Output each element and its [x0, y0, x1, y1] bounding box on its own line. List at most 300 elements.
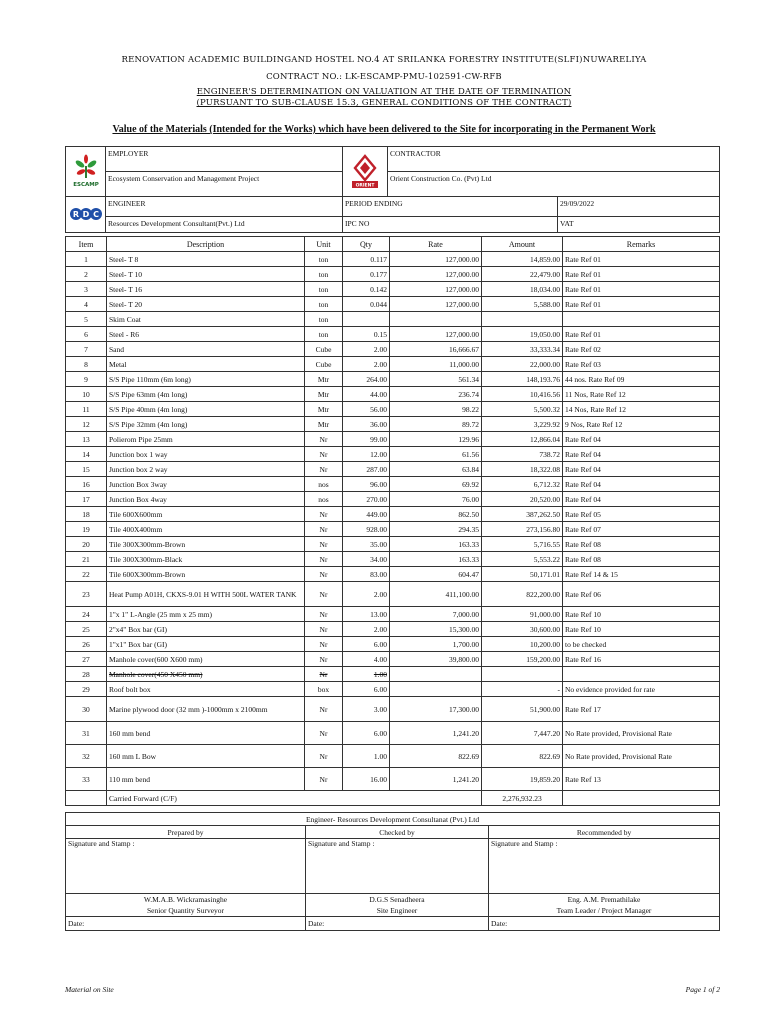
item-unit: Nr	[305, 522, 343, 537]
item-qty: 36.00	[343, 417, 390, 432]
item-rate: 822.69	[390, 745, 482, 768]
item-number: 11	[66, 402, 107, 417]
item-unit: Mtr	[305, 372, 343, 387]
item-amount: 10,200.00	[482, 637, 563, 652]
svg-text:ESCAMP: ESCAMP	[72, 181, 99, 188]
col-item: Item	[66, 237, 107, 252]
item-description: Roof bolt box	[107, 682, 305, 697]
item-description: S/S Pipe 32mm (4m long)	[107, 417, 305, 432]
determination-title: ENGINEER'S DETERMINATION ON VALUATION AT THE DATE OF TERMINATION	[196, 87, 572, 97]
item-rate: 236.74	[390, 387, 482, 402]
item-amount: 18,322.08	[482, 462, 563, 477]
project-title: RENOVATION ACADEMIC BUILDINGAND HOSTEL NO.4 AT SRILANKA FORESTRY INSTITUTE(SLFI)NUWARELIYA	[121, 55, 647, 65]
item-remarks: Rate Ref 02	[563, 342, 720, 357]
col-unit: Unit	[305, 237, 343, 252]
item-description: Marine plywood door (32 mm )-1000mm x 2100mm	[107, 697, 305, 722]
item-number: 12	[66, 417, 107, 432]
item-rate: 69.92	[390, 477, 482, 492]
item-description: 160 mm L Bow	[107, 745, 305, 768]
escamp-logo	[66, 147, 106, 197]
orient-logo	[343, 147, 388, 197]
prepared-date-field[interactable]: Date:	[66, 917, 306, 931]
carried-forward-label: Carried Forward (C/F)	[107, 791, 482, 806]
item-amount: 19,859.20	[482, 768, 563, 791]
table-header-row	[66, 237, 720, 252]
table-row	[66, 722, 720, 745]
svg-text:D: D	[82, 209, 89, 219]
item-rate: 89.72	[390, 417, 482, 432]
item-number: 15	[66, 462, 107, 477]
item-amount: 387,262.50	[482, 507, 563, 522]
table-row	[66, 387, 720, 402]
item-rate: 15,300.00	[390, 622, 482, 637]
table-row	[66, 267, 720, 282]
item-number: 20	[66, 537, 107, 552]
table-row	[66, 582, 720, 607]
item-qty	[343, 312, 390, 327]
checked-date-field[interactable]: Date:	[306, 917, 489, 931]
item-rate: 163.33	[390, 552, 482, 567]
item-rate: 294.35	[390, 522, 482, 537]
item-amount: 5,716.55	[482, 537, 563, 552]
item-description: Tile 600X300mm-Brown	[107, 567, 305, 582]
col-rate: Rate	[390, 237, 482, 252]
item-unit: Nr	[305, 567, 343, 582]
item-qty: 264.00	[343, 372, 390, 387]
item-remarks: Rate Ref 04	[563, 432, 720, 447]
item-qty: 0.117	[343, 252, 390, 267]
table-row	[66, 327, 720, 342]
table-row	[66, 697, 720, 722]
item-description: Steel- T 10	[107, 267, 305, 282]
item-amount: 12,866.04	[482, 432, 563, 447]
item-description: Manhole cover(450 X450 mm)	[107, 667, 305, 682]
item-description: Manhole cover(600 X600 mm)	[107, 652, 305, 667]
item-amount: 822,200.00	[482, 582, 563, 607]
item-description: Sand	[107, 342, 305, 357]
item-rate: 127,000.00	[390, 327, 482, 342]
item-qty: 99.00	[343, 432, 390, 447]
item-unit: nos	[305, 477, 343, 492]
clause-reference: (PURSUANT TO SUB-CLAUSE 15.3, GENERAL CONDITIONS OF THE CONTRACT)	[196, 98, 572, 108]
item-amount: 7,447.20	[482, 722, 563, 745]
item-qty: 0.177	[343, 267, 390, 282]
recommended-name: Eng. A.M. Premathilake	[489, 894, 720, 906]
item-qty: 34.00	[343, 552, 390, 567]
table-row	[66, 622, 720, 637]
table-row	[66, 507, 720, 522]
item-number: 29	[66, 682, 107, 697]
item-remarks: Rate Ref 01	[563, 267, 720, 282]
item-description: Skim Coat	[107, 312, 305, 327]
item-qty: 44.00	[343, 387, 390, 402]
item-unit: Mtr	[305, 387, 343, 402]
item-amount: 5,500.32	[482, 402, 563, 417]
svg-text:ORIENT: ORIENT	[355, 183, 375, 188]
item-amount: 50,171.01	[482, 567, 563, 582]
col-qty: Qty	[343, 237, 390, 252]
item-rate: 604.47	[390, 567, 482, 582]
item-description: Metal	[107, 357, 305, 372]
item-qty: 0.044	[343, 297, 390, 312]
engineer-name: Resources Development Consultant(Pvt.) Ltd	[106, 217, 343, 233]
item-description: S/S Pipe 110mm (6m long)	[107, 372, 305, 387]
engineer-org: Engineer- Resources Development Consultanat (Pvt.) Ltd	[66, 813, 720, 826]
item-number: 4	[66, 297, 107, 312]
item-amount: 91,000.00	[482, 607, 563, 622]
item-number: 14	[66, 447, 107, 462]
table-row	[66, 637, 720, 652]
item-remarks: Rate Ref 16	[563, 652, 720, 667]
col-description: Description	[107, 237, 305, 252]
item-unit: Nr	[305, 507, 343, 522]
item-remarks: 44 nos. Rate Ref 09	[563, 372, 720, 387]
item-description: Tile 300X300mm-Brown	[107, 537, 305, 552]
checked-name: D.G.S Senadheera	[306, 894, 489, 906]
item-qty: 0.15	[343, 327, 390, 342]
item-qty: 35.00	[343, 537, 390, 552]
item-description: 110 mm bend	[107, 768, 305, 791]
item-amount: 159,200.00	[482, 652, 563, 667]
item-unit: Nr	[305, 432, 343, 447]
item-remarks: Rate Ref 03	[563, 357, 720, 372]
item-unit: Nr	[305, 637, 343, 652]
item-rate: 127,000.00	[390, 267, 482, 282]
table-row	[66, 652, 720, 667]
item-number: 13	[66, 432, 107, 447]
item-remarks: Rate Ref 13	[563, 768, 720, 791]
item-amount: 10,416.56	[482, 387, 563, 402]
item-unit: Nr	[305, 652, 343, 667]
item-unit: Nr	[305, 667, 343, 682]
item-rate: 1,700.00	[390, 637, 482, 652]
item-rate: 127,000.00	[390, 252, 482, 267]
item-number: 28	[66, 667, 107, 682]
item-description: Steel- T 16	[107, 282, 305, 297]
item-unit: Nr	[305, 607, 343, 622]
item-description: S/S Pipe 63mm (4m long)	[107, 387, 305, 402]
item-rate: 129.96	[390, 432, 482, 447]
item-remarks: Rate Ref 10	[563, 622, 720, 637]
item-qty: 16.00	[343, 768, 390, 791]
table-row	[66, 417, 720, 432]
item-unit: Nr	[305, 582, 343, 607]
item-number: 21	[66, 552, 107, 567]
table-row	[66, 447, 720, 462]
item-rate: 11,000.00	[390, 357, 482, 372]
item-description: Junction Box 3way	[107, 477, 305, 492]
item-rate	[390, 667, 482, 682]
party-table	[65, 146, 720, 233]
table-row	[66, 477, 720, 492]
item-number: 26	[66, 637, 107, 652]
table-row	[66, 522, 720, 537]
contractor-name: Orient Construction Co. (Pvt) Ltd	[388, 172, 720, 197]
item-qty: 287.00	[343, 462, 390, 477]
table-row	[66, 402, 720, 417]
item-unit: ton	[305, 282, 343, 297]
prepared-signature-field[interactable]: Signature and Stamp :	[66, 839, 306, 894]
table-row	[66, 567, 720, 582]
signature-table	[65, 812, 720, 931]
item-qty: 3.00	[343, 697, 390, 722]
item-qty: 6.00	[343, 682, 390, 697]
svg-text:R: R	[72, 209, 79, 219]
item-rate: 16,666.67	[390, 342, 482, 357]
item-unit: nos	[305, 492, 343, 507]
item-rate	[390, 312, 482, 327]
item-unit: ton	[305, 252, 343, 267]
item-rate: 561.34	[390, 372, 482, 387]
table-row	[66, 372, 720, 387]
item-qty: 56.00	[343, 402, 390, 417]
item-rate: 63.84	[390, 462, 482, 477]
item-rate: 39,800.00	[390, 652, 482, 667]
item-remarks: 9 Nos, Rate Ref 12	[563, 417, 720, 432]
item-amount	[482, 667, 563, 682]
vat-label: VAT	[558, 217, 720, 233]
item-rate: 17,300.00	[390, 697, 482, 722]
item-description: Tile 300X300mm-Black	[107, 552, 305, 567]
materials-table	[65, 236, 720, 806]
contractor-label: CONTRACTOR	[388, 147, 720, 172]
item-remarks: Rate Ref 01	[563, 327, 720, 342]
item-amount: -	[482, 682, 563, 697]
item-number: 18	[66, 507, 107, 522]
item-remarks: 11 Nos, Rate Ref 12	[563, 387, 720, 402]
item-number: 17	[66, 492, 107, 507]
table-row	[66, 492, 720, 507]
item-description: Steel - R6	[107, 327, 305, 342]
item-unit: Nr	[305, 447, 343, 462]
item-amount: 19,050.00	[482, 327, 563, 342]
item-qty: 0.142	[343, 282, 390, 297]
item-unit: ton	[305, 327, 343, 342]
item-rate: 7,000.00	[390, 607, 482, 622]
item-remarks: Rate Ref 04	[563, 462, 720, 477]
table-row	[66, 552, 720, 567]
item-remarks: Rate Ref 01	[563, 282, 720, 297]
item-number: 16	[66, 477, 107, 492]
item-number: 23	[66, 582, 107, 607]
item-remarks: Rate Ref 07	[563, 522, 720, 537]
item-amount	[482, 312, 563, 327]
checked-by-label: Checked by	[306, 826, 489, 839]
item-description: Tile 600X600mm	[107, 507, 305, 522]
item-number: 10	[66, 387, 107, 402]
item-qty: 96.00	[343, 477, 390, 492]
item-unit: Nr	[305, 697, 343, 722]
item-number: 30	[66, 697, 107, 722]
item-qty: 4.00	[343, 652, 390, 667]
item-rate: 127,000.00	[390, 282, 482, 297]
item-amount: 33,333.34	[482, 342, 563, 357]
item-description: 2"x4" Box bar (GI)	[107, 622, 305, 637]
item-number: 19	[66, 522, 107, 537]
svg-text:C: C	[92, 209, 99, 219]
item-description: 160 mm bend	[107, 722, 305, 745]
item-amount: 20,520.00	[482, 492, 563, 507]
item-qty: 2.00	[343, 582, 390, 607]
item-number: 24	[66, 607, 107, 622]
item-qty: 12.00	[343, 447, 390, 462]
item-description: 1"x 1" L-Angle (25 mm x 25 mm)	[107, 607, 305, 622]
item-unit: Cube	[305, 342, 343, 357]
item-unit: Nr	[305, 745, 343, 768]
table-row	[66, 682, 720, 697]
item-description: Junction box 1 way	[107, 447, 305, 462]
item-amount: 5,553.22	[482, 552, 563, 567]
item-qty: 1.00	[343, 667, 390, 682]
item-description: Junction Box 4way	[107, 492, 305, 507]
item-description: Junction box 2 way	[107, 462, 305, 477]
item-remarks: Rate Ref 04	[563, 447, 720, 462]
item-remarks: Rate Ref 04	[563, 492, 720, 507]
item-amount: 273,156.80	[482, 522, 563, 537]
item-amount: 3,229.92	[482, 417, 563, 432]
item-remarks: Rate Ref 06	[563, 582, 720, 607]
item-amount: 30,600.00	[482, 622, 563, 637]
checked-signature-field[interactable]: Signature and Stamp :	[306, 839, 489, 894]
table-row	[66, 357, 720, 372]
table-row	[66, 768, 720, 791]
item-description: S/S Pipe 40mm (4m long)	[107, 402, 305, 417]
item-unit: box	[305, 682, 343, 697]
item-amount: 22,479.00	[482, 267, 563, 282]
item-unit: ton	[305, 312, 343, 327]
item-number: 27	[66, 652, 107, 667]
recommended-signature-field[interactable]: Signature and Stamp :	[489, 839, 720, 894]
item-number: 5	[66, 312, 107, 327]
item-number: 22	[66, 567, 107, 582]
item-rate: 411,100.00	[390, 582, 482, 607]
period-label: PERIOD ENDING	[343, 197, 558, 217]
item-number: 33	[66, 768, 107, 791]
item-qty: 1.00	[343, 745, 390, 768]
col-remarks: Remarks	[563, 237, 720, 252]
contract-number: CONTRACT NO.: LK-ESCAMP-PMU-102591-CW-RFB	[266, 72, 502, 82]
table-row	[66, 342, 720, 357]
item-rate: 163.33	[390, 537, 482, 552]
item-unit: Nr	[305, 722, 343, 745]
carried-forward-row	[66, 791, 720, 806]
item-qty: 6.00	[343, 722, 390, 745]
item-qty: 13.00	[343, 607, 390, 622]
period-value: 29/09/2022	[558, 197, 720, 217]
carried-forward-amount: 2,276,932.23	[482, 791, 563, 806]
item-qty: 2.00	[343, 622, 390, 637]
item-remarks: Rate Ref 05	[563, 507, 720, 522]
employer-label: EMPLOYER	[106, 147, 343, 172]
item-rate: 127,000.00	[390, 297, 482, 312]
item-qty: 6.00	[343, 637, 390, 652]
item-unit: Nr	[305, 462, 343, 477]
item-rate: 98.22	[390, 402, 482, 417]
item-remarks: Rate Ref 01	[563, 252, 720, 267]
item-number: 9	[66, 372, 107, 387]
item-unit: Nr	[305, 537, 343, 552]
recommended-title: Team Leader / Project Manager	[489, 905, 720, 917]
col-amount: Amount	[482, 237, 563, 252]
table-row	[66, 462, 720, 477]
item-qty: 2.00	[343, 357, 390, 372]
item-remarks	[563, 667, 720, 682]
item-description: Polierom Pipe 25mm	[107, 432, 305, 447]
item-unit: Nr	[305, 552, 343, 567]
item-unit: Cube	[305, 357, 343, 372]
table-row	[66, 282, 720, 297]
engineer-label: ENGINEER	[106, 197, 343, 217]
item-amount: 738.72	[482, 447, 563, 462]
item-remarks: Rate Ref 04	[563, 477, 720, 492]
item-amount: 51,900.00	[482, 697, 563, 722]
item-remarks: No Rate provided, Provisional Rate	[563, 722, 720, 745]
table-row	[66, 537, 720, 552]
item-remarks: No evidence provided for rate	[563, 682, 720, 697]
table-row	[66, 607, 720, 622]
item-remarks: Rate Ref 08	[563, 552, 720, 567]
item-unit: Mtr	[305, 417, 343, 432]
item-remarks: No Rate provided, Provisional Rate	[563, 745, 720, 768]
page-number: Page 1 of 2	[685, 985, 720, 994]
item-remarks: Rate Ref 01	[563, 297, 720, 312]
item-rate	[390, 682, 482, 697]
item-amount: 18,034.00	[482, 282, 563, 297]
item-number: 6	[66, 327, 107, 342]
item-rate: 1,241.20	[390, 722, 482, 745]
item-description: 1"x1" Box bar (GI)	[107, 637, 305, 652]
prepared-by-label: Prepared by	[66, 826, 306, 839]
prepared-name: W.M.A.B. Wickramasinghe	[66, 894, 306, 906]
table-row	[66, 252, 720, 267]
item-unit: ton	[305, 297, 343, 312]
item-number: 8	[66, 357, 107, 372]
table-row	[66, 312, 720, 327]
table-row	[66, 432, 720, 447]
item-amount: 148,193.76	[482, 372, 563, 387]
item-amount: 14,859.00	[482, 252, 563, 267]
item-description: Steel- T 8	[107, 252, 305, 267]
recommended-date-field[interactable]: Date:	[489, 917, 720, 931]
item-amount: 22,000.00	[482, 357, 563, 372]
item-number: 2	[66, 267, 107, 282]
item-qty: 270.00	[343, 492, 390, 507]
recommended-by-label: Recommended by	[489, 826, 720, 839]
item-unit: Nr	[305, 622, 343, 637]
item-unit: Nr	[305, 768, 343, 791]
ipc-label: IPC NO	[343, 217, 558, 233]
item-description: Tile 400X400mm	[107, 522, 305, 537]
item-number: 7	[66, 342, 107, 357]
checked-title: Site Engineer	[306, 905, 489, 917]
item-amount: 5,588.00	[482, 297, 563, 312]
table-row	[66, 745, 720, 768]
item-amount: 822.69	[482, 745, 563, 768]
item-remarks	[563, 312, 720, 327]
footer-left: Material on Site	[65, 985, 114, 994]
item-amount: 6,712.32	[482, 477, 563, 492]
item-number: 1	[66, 252, 107, 267]
item-description: Heat Pump A01H, CKXS-9.01 H WITH 500L WATER TANK	[107, 582, 305, 607]
item-unit: Mtr	[305, 402, 343, 417]
item-rate: 76.00	[390, 492, 482, 507]
item-qty: 83.00	[343, 567, 390, 582]
item-number: 3	[66, 282, 107, 297]
item-remarks: to be checked	[563, 637, 720, 652]
item-remarks: 14 Nos, Rate Ref 12	[563, 402, 720, 417]
item-rate: 61.56	[390, 447, 482, 462]
rdc-logo	[66, 197, 106, 233]
